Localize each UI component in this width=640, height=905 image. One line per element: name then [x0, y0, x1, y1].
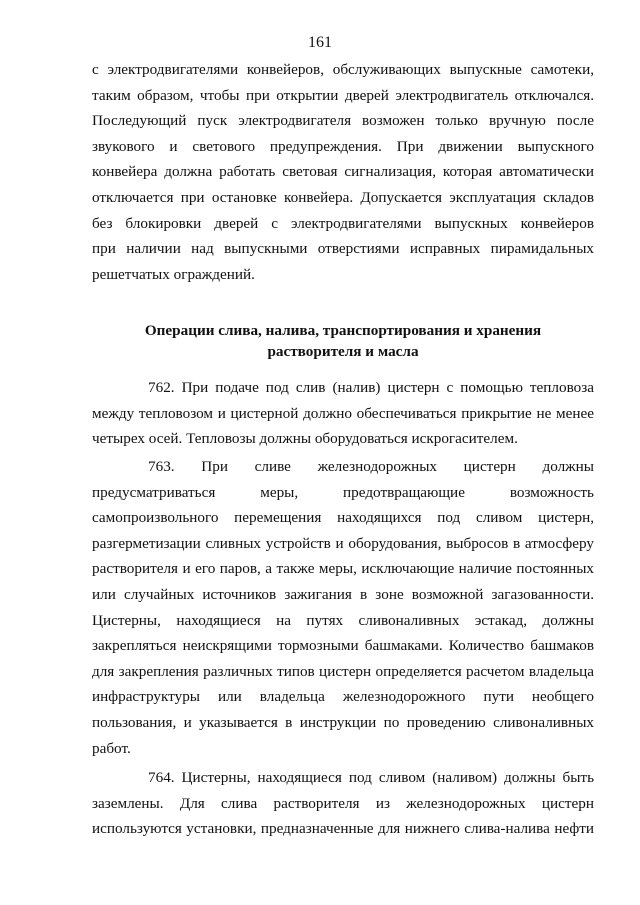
heading-line: растворителя и масла	[267, 343, 419, 360]
intro-paragraph	[92, 57, 594, 287]
text-line: для закрепления различных типов цистерн определяется расчетом владельца	[92, 662, 594, 680]
text-line: самопроизвольного перемещения находящихся под сливом цистерн,	[92, 509, 594, 527]
text-line: отключается при остановке конвейера. Допускается эксплуатация складов	[92, 188, 594, 206]
section-heading	[92, 320, 594, 362]
text-line: работ.	[92, 739, 131, 757]
text-line: заземлены. Для слива растворителя из железнодорожных цистерн	[92, 794, 594, 812]
text-line: решетчатых ограждений.	[92, 265, 255, 283]
text-line: закрепляться неискрящими тормозными башмаками. Количество башмаков	[92, 637, 594, 655]
text-line: звукового и светового предупреждения. При движении выпускного	[92, 137, 594, 155]
text-line: Цистерны, находящиеся на путях сливоналивных эстакад, должны	[92, 611, 594, 629]
text-line: 762. При подаче под слив (налив) цистерн с помощью тепловоза	[148, 379, 594, 396]
paragraph-762	[92, 375, 594, 452]
text-line: таким образом, чтобы при открытии дверей электродвигатель отключался.	[92, 86, 594, 104]
text-line: инфраструктуры или владельца железнодорожного пути необщего	[92, 688, 594, 706]
text-line: между тепловозом и цистерной должно обеспечиваться прикрытие не менее	[92, 404, 594, 422]
page-number: 161	[308, 34, 332, 51]
text-line: 764. Цистерны, находящиеся под сливом (наливом) должны быть	[148, 769, 594, 786]
paragraph-763	[92, 454, 594, 761]
text-line: разгерметизации сливных устройств и оборудования, выбросов в атмосферу	[92, 534, 594, 552]
text-line: предусматриваться меры, предотвращающие возможность	[92, 483, 594, 501]
text-line: при наличии над выпускными отверстиями исправных пирамидальных	[92, 240, 594, 258]
text-line: четырех осей. Тепловозы должны оборудоваться искрогасителем.	[92, 430, 518, 448]
text-line: с электродвигателями конвейеров, обслуживающих выпускные самотеки,	[92, 61, 594, 78]
text-line: конвейера должна работать световая сигнализация, которая автоматически	[92, 163, 594, 181]
text-line: или случайных источников зажигания в зоне возможной загазованности.	[92, 585, 594, 603]
text-line: используются установки, предназначенные для нижнего слива-налива нефти	[92, 820, 594, 838]
text-line: 763. При сливе железнодорожных цистерн должны	[148, 458, 594, 475]
text-line: растворителя и его паров, а также меры, исключающие наличие постоянных	[92, 560, 594, 578]
text-line: Последующий пуск электродвигателя возможен только вручную после	[92, 112, 594, 130]
paragraph-764	[92, 765, 594, 842]
heading-line: Операции слива, налива, транспортирования и хранения	[144, 322, 542, 339]
text-line: пользования, и указывается в инструкции по проведению сливоналивных	[92, 713, 594, 731]
text-line: без блокировки дверей с электродвигателями выпускных конвейеров	[92, 214, 594, 232]
